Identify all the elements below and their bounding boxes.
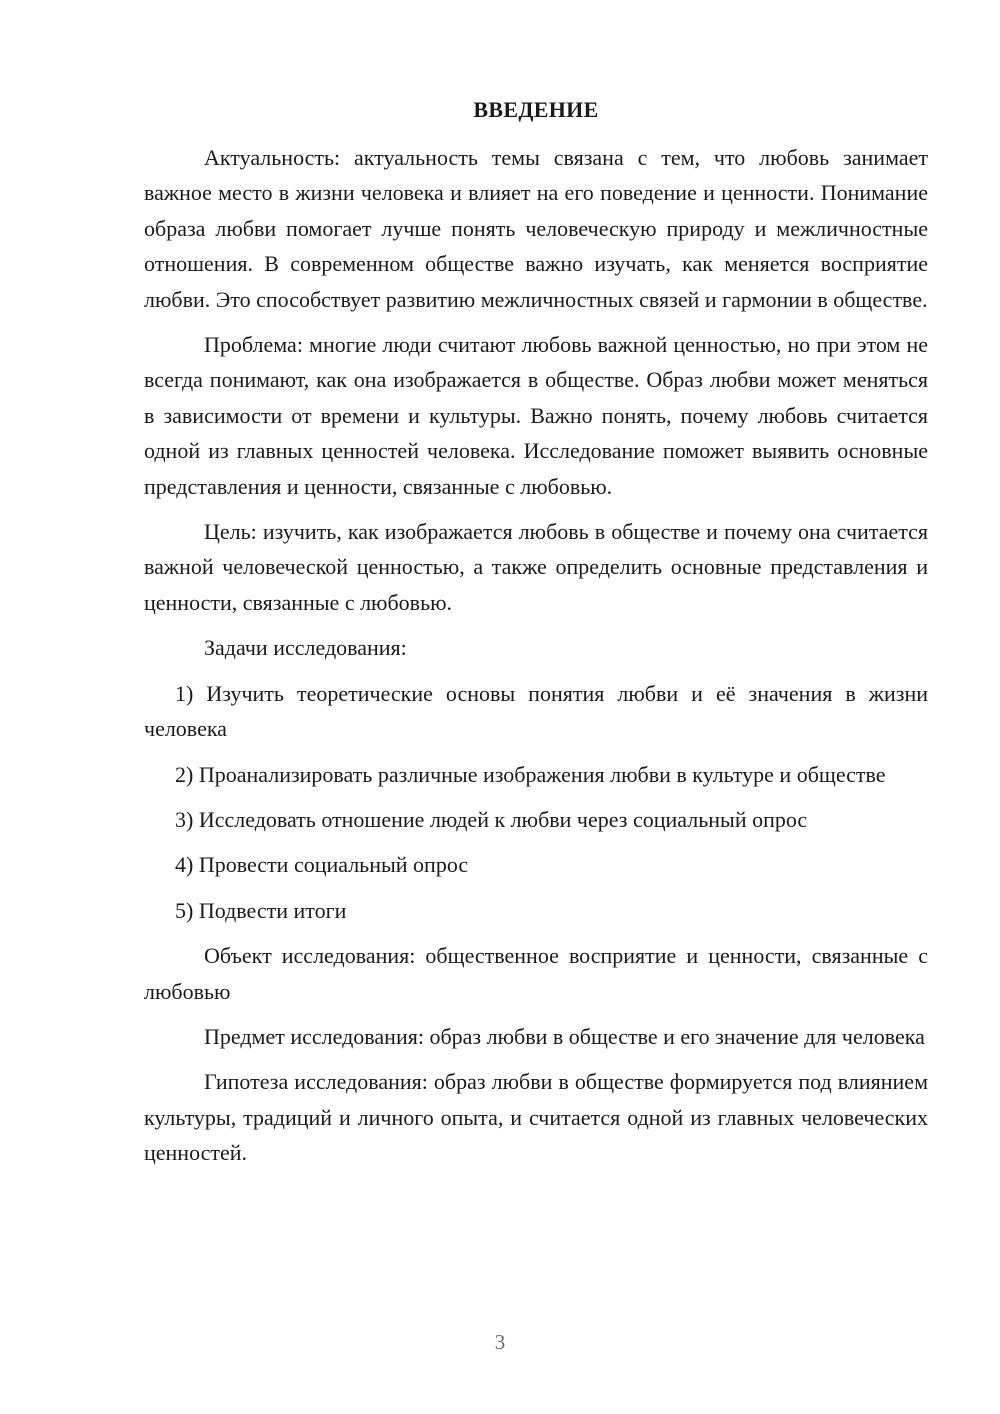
subject-paragraph: Предмет исследования: образ любви в обществе и его значение для человека — [204, 1023, 925, 1049]
task-item-3: 3) Исследовать отношение людей к любви через социальный опрос — [175, 806, 808, 832]
section-heading: ВВЕДЕНИЕ — [473, 97, 599, 122]
task-item-1: 1) Изучить теоретические основы понятия любви и её значения в жизни человека — [144, 680, 928, 742]
goal-paragraph: Цель: изучить, как изображается любовь в обществе и почему она считается важной человеческой ценностью, а также определить основные представления и ценности, связанные с любовью. — [144, 519, 928, 615]
task-item-2: 2) Проанализировать различные изображения любви в культуре и обществе — [175, 761, 886, 787]
task-item-5: 5) Подвести итоги — [175, 897, 347, 923]
tasks-title: Задачи исследования: — [204, 635, 407, 661]
relevance-paragraph: Актуальность: актуальность темы связана с тем, что любовь занимает важное место в жизни человека и влияет на его поведение и ценности. Понимание образа любви помогает лучше понять человеческую природу и межличностные отношения. В современном обществе важно изучать, как меняется восприятие любви. Это способствует развитию межличностных связей и гармонии в обществе. — [144, 145, 928, 312]
problem-paragraph: Проблема: многие люди считают любовь важной ценностью, но при этом не всегда понимают, как она изображается в обществе. Образ любви может меняться в зависимости от времени и культуры. Важно понять, почему любовь считается одной из главных ценностей человека. Исследование поможет выявить основные представления и ценности, связанные с любовью. — [144, 332, 928, 499]
object-paragraph: Объект исследования: общественное восприятие и ценности, связанные с любовью — [144, 943, 928, 1004]
hypothesis-paragraph: Гипотеза исследования: образ любви в обществе формируется под влиянием культуры, традиций и личного опыта, и считается одной из главных человеческих ценностей. — [144, 1069, 928, 1166]
page-number: 3 — [494, 1330, 506, 1354]
task-item-4: 4) Провести социальный опрос — [175, 852, 469, 878]
page-content — [144, 96, 928, 1181]
